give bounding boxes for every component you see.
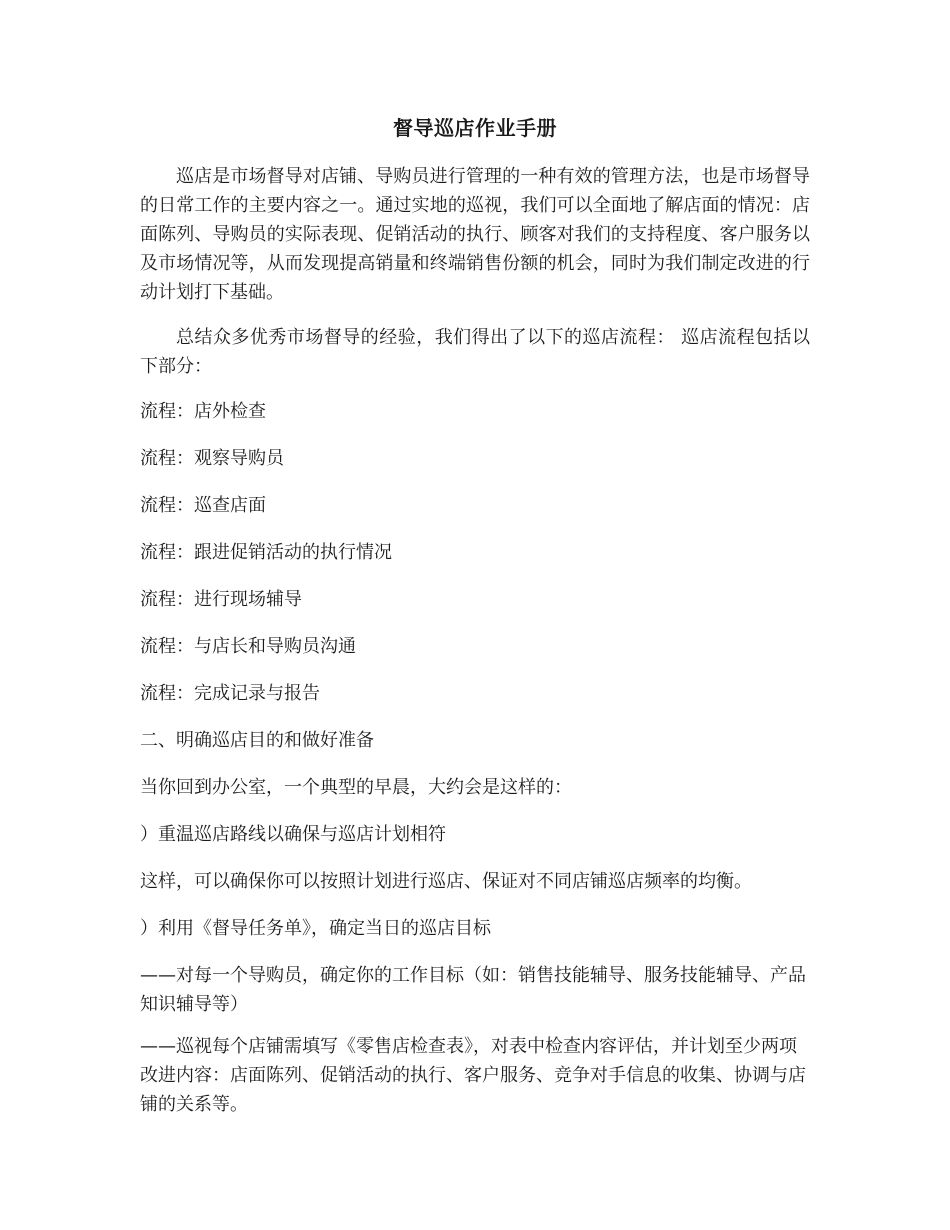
process-step: 流程：进行现场辅导 — [140, 589, 302, 610]
process-step: 流程：店外检查 — [140, 401, 266, 422]
dash-item-checklist: ——巡视每个店铺需填写《零售店检查表》，对表中检查内容评估，并计划至少两项改进内容：店面陈列、促销活动的执行、客户服务、竞争对手信息的收集、协调与店铺的关系等。 — [140, 1036, 806, 1115]
summary-paragraph: 总结众多优秀市场督导的经验，我们得出了以下的巡店流程： 巡店流程包括以下部分： — [140, 327, 810, 377]
intro-paragraph: 巡店是市场督导对店铺、导购员进行管理的一种有效的管理方法，也是市场督导的日常工作的主要内容之一。通过实地的巡视，我们可以全面地了解店面的情况：店面陈列、导购员的实际表现、促销活动的执行、顾客对我们的支持程度、客户服务以及市场情况等，从而发现提高销量和终端销售份额的机会，同时为我们制定改进的行动计划打下基础。 — [140, 166, 810, 303]
document-title: 督导巡店作业手册 — [393, 116, 557, 140]
item-task-sheet: ）利用《督导任务单》，确定当日的巡店目标 — [140, 918, 491, 939]
process-step: 流程：与店长和导购员沟通 — [140, 636, 356, 657]
dash-item-goals: ——对每一个导购员，确定你的工作目标（如：销售技能辅导、服务技能辅导、产品知识辅导等） — [140, 965, 806, 1015]
section-heading: 二、明确巡店目的和做好准备 — [140, 730, 374, 751]
process-step: 流程：完成记录与报告 — [140, 683, 320, 704]
process-step: 流程：跟进促销活动的执行情况 — [140, 542, 392, 563]
process-step: 流程：巡查店面 — [140, 495, 266, 516]
item-review-route: ）重温巡店路线以确保与巡店计划相符 — [140, 824, 446, 845]
item-review-route-note: 这样，可以确保你可以按照计划进行巡店、保证对不同店铺巡店频率的均衡。 — [140, 871, 752, 892]
morning-line: 当你回到办公室，一个典型的早晨，大约会是这样的： — [140, 777, 572, 798]
process-step: 流程：观察导购员 — [140, 448, 284, 469]
